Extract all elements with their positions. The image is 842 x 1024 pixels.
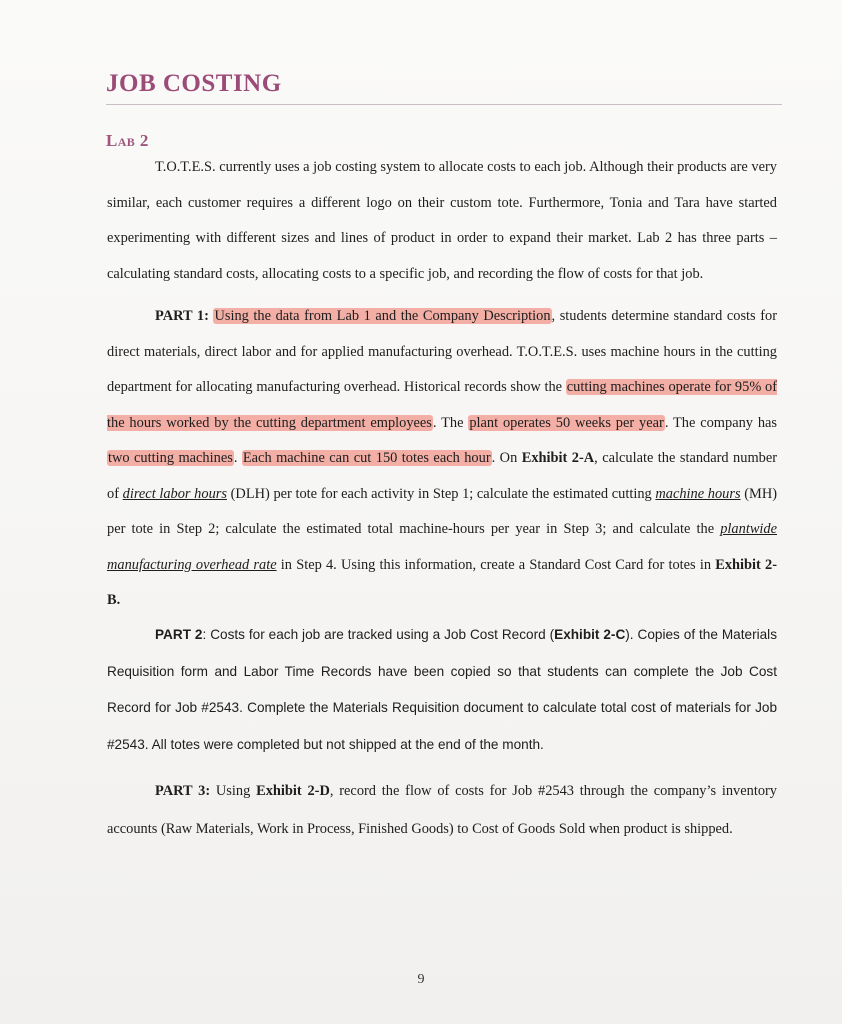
highlight-cutting-machines: two cutting machines	[108, 450, 233, 466]
exhibit-2b-ref: Exhibit 2-B.	[107, 556, 777, 608]
part3-text-2: , record the flow of costs for Job #2543 through the company’s inventory accounts (Raw Materials, Work in Process, Finished Goods) to Cost of Goods Sold when product is shipped.	[107, 783, 777, 837]
part3-label: PART 3:	[155, 783, 211, 799]
highlight-plant-weeks: plant operates 50 weeks per year	[469, 414, 664, 431]
term-machine-hours: machine hours	[655, 485, 741, 502]
highlight-machine-capacity: Each machine can cut 150 totes each hour	[242, 450, 491, 466]
intro-paragraph: T.O.T.E.S. currently uses a job costing system to allocate costs to each job. Although their products are very similar, each customer requires a different logo on their custom tote. Furthermore, Tonia and Tara have started experimenting with different sizes and lines of product in order to expand their market. Lab 2 has three parts – calculating standard costs, allocating costs to a specific job, and recording the flow of costs for that job.	[107, 159, 777, 282]
exhibit-2c-ref: Exhibit 2-C	[554, 627, 626, 642]
part2-text-1: : Costs for each job are tracked using a Job Cost Record (	[202, 627, 555, 642]
exhibit-2d-ref: Exhibit 2-D	[256, 783, 330, 799]
highlight-machine-operation: cutting machines operate for 95% of the hours worked by the cutting department employees	[107, 379, 777, 431]
part1-text-1: , students determine standard costs for direct materials, direct labor and for applied manufacturing overhead. T.O.T.E.S. uses machine hours in the cutting department for allocating manufacturing overhead. Historical records show the	[107, 308, 777, 395]
page-number: 9	[417, 972, 425, 987]
part2-text-2: ). Copies of the Materials Requisition form and Labor Time Records have been copied so that students can complete the Job Cost Record for Job #2543. Complete the Materials Requisition document to calculate total cost of materials for Job #2543. All totes were completed but not shipped at the end of the month.	[107, 627, 777, 752]
part1-paragraph	[107, 299, 777, 619]
term-overhead-rate: plantwide manufacturing overhead rate	[107, 521, 777, 573]
part2-label: PART 2	[155, 627, 203, 642]
part1-text-6: , calculate the standard number of	[107, 450, 778, 502]
part2-paragraph	[107, 617, 777, 763]
part1-text-9: in Step 4. Using this information, create a Standard Cost Card for totes in	[276, 556, 716, 573]
highlight-lab1-data: Using the data from Lab 1 and the Company Description	[214, 308, 551, 324]
part1-text-4: .	[233, 450, 242, 466]
part1-text-2: . The	[432, 414, 469, 431]
part1-label: PART 1:	[155, 308, 209, 324]
term-direct-labor-hours: direct labor hours	[122, 485, 227, 502]
part3-paragraph	[107, 772, 777, 848]
exhibit-2a-ref: Exhibit 2-A	[521, 450, 595, 466]
part1-text-7: (DLH) per tote for each activity in Step 1; calculate the estimated cutting	[226, 485, 656, 502]
part3-text-1: Using	[210, 783, 257, 799]
title-divider	[106, 104, 782, 105]
part1-text-3: . The company has	[664, 414, 778, 431]
lab-heading: Lab 2	[106, 131, 149, 150]
part1-text-8: (MH) per tote in Step 2; calculate the estimated total machine-hours per year in Step 3; and calculate the	[107, 485, 778, 537]
page-title: JOB COSTING	[106, 70, 282, 97]
part1-text-5: . On	[491, 450, 522, 466]
